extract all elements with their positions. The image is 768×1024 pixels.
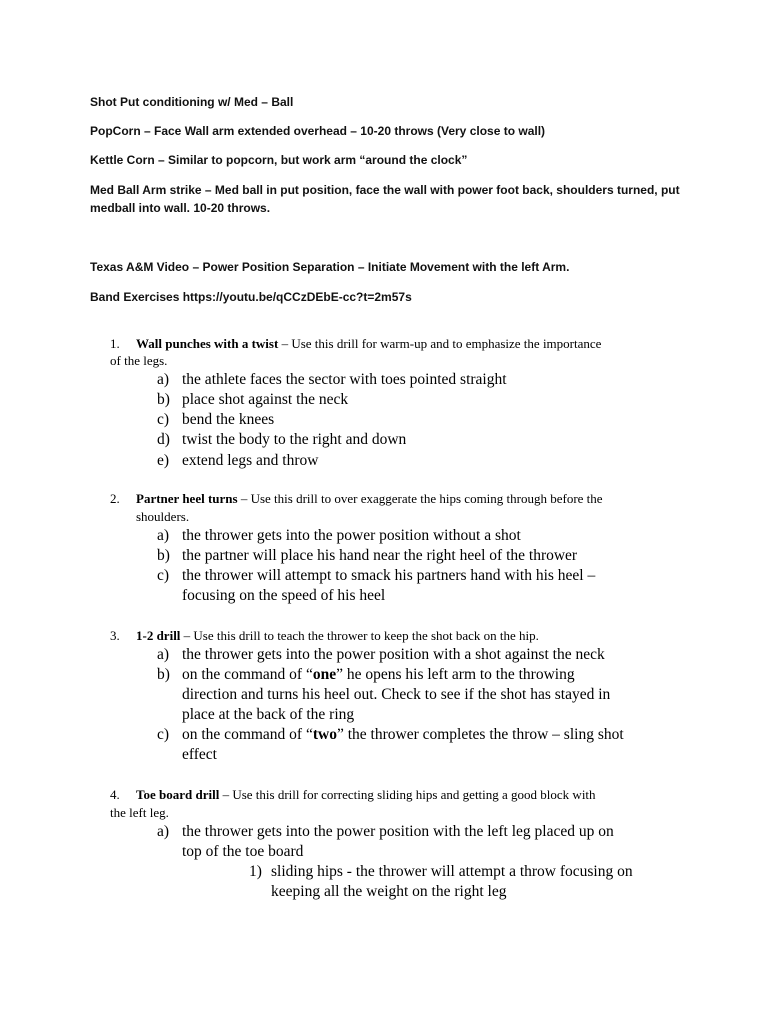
step-text-line-2: focusing on the speed of his heel — [182, 587, 386, 604]
step-text — [182, 822, 697, 862]
step-mark: a) — [157, 371, 170, 388]
popcorn-line — [90, 122, 730, 140]
drill-2-heading-cont — [136, 508, 716, 525]
drill-desc-1: – Use this drill to over exaggerate the hips coming through before the — [237, 491, 603, 506]
step-mark: c) — [157, 567, 170, 584]
drill-desc-1: – Use this drill to teach the thrower to keep the shot back on the hip. — [180, 628, 539, 643]
drill-description — [136, 627, 690, 644]
drill-number: 4. — [110, 787, 120, 802]
drill-1-heading-cont — [110, 352, 690, 369]
substep-text — [271, 862, 689, 902]
step-text-pre: on the command of “ — [182, 666, 313, 683]
step-text-post: ” he opens his left arm to the throwing — [336, 666, 575, 683]
step-mark: a) — [157, 527, 170, 544]
drill-title: 1-2 drill — [136, 628, 181, 643]
drill-number: 2. — [110, 491, 120, 506]
drill-4-substep-1 — [249, 862, 689, 902]
step-text-post: ” the thrower completes the throw – sling shot — [336, 726, 624, 743]
step-text-line-3: place at the back of the ring — [182, 706, 355, 723]
texas-video-line: Texas A&M Video – Power Position Separation – Initiate Movement with the left Arm. — [90, 260, 570, 274]
band-exercises-line: Band Exercises https://youtu.be/qCCzDEbE-cc?t=2m57s — [90, 290, 412, 304]
arm-strike-line-2: medball into wall. 10-20 throws. — [90, 201, 271, 215]
drill-desc-2: the left leg. — [110, 805, 169, 820]
drill-1-step-a — [157, 370, 697, 390]
drill-number: 3. — [110, 628, 120, 643]
drill-description — [136, 490, 690, 507]
step-mark: a) — [157, 823, 170, 840]
drill-3-heading — [110, 627, 690, 644]
step-text: the partner will place his hand near the right heel of the thrower — [182, 547, 578, 564]
drill-2-step-c — [157, 566, 697, 606]
drill-3-step-b — [157, 665, 697, 725]
command-word: one — [312, 666, 337, 683]
drill-1-step-d — [157, 430, 697, 450]
drill-description — [136, 786, 690, 803]
drill-1-step-b — [157, 390, 697, 410]
drill-3-step-a — [157, 645, 697, 665]
step-mark: e) — [157, 452, 170, 469]
step-text: place shot against the neck — [182, 391, 349, 408]
drill-2-step-b — [157, 546, 697, 566]
step-mark: a) — [157, 646, 170, 663]
step-text-line-1: the thrower will attempt to smack his partners hand with his heel – — [182, 567, 596, 584]
step-text: extend legs and throw — [182, 452, 319, 469]
step-text — [182, 566, 697, 606]
drill-desc-1: – Use this drill for warm-up and to emphasize the importance — [278, 336, 602, 351]
drill-1-step-c — [157, 410, 697, 430]
drill-title: Toe board drill — [136, 787, 220, 802]
step-text-line-1: the thrower gets into the power position with the left leg placed up on — [182, 823, 614, 840]
substep-mark: 1) — [249, 863, 262, 880]
drill-desc-2: shoulders. — [136, 509, 190, 524]
command-word: two — [312, 726, 337, 743]
doc-title: Shot Put conditioning w/ Med – Ball — [90, 95, 294, 109]
step-text — [182, 725, 697, 765]
drill-4-heading — [110, 786, 690, 803]
drill-3-step-c — [157, 725, 697, 765]
step-text: the thrower gets into the power position without a shot — [182, 527, 521, 544]
drill-title: Partner heel turns — [136, 491, 238, 506]
drill-desc-1: – Use this drill for correcting sliding hips and getting a good block with — [219, 787, 596, 802]
drill-number: 1. — [110, 336, 120, 351]
popcorn-text: PopCorn – Face Wall arm extended overhead – 10-20 throws (Very close to wall) — [90, 124, 546, 138]
step-mark: d) — [157, 431, 170, 448]
substep-text-line-1: sliding hips - the thrower will attempt a throw focusing on — [271, 863, 633, 880]
step-mark: b) — [157, 391, 170, 408]
step-mark: c) — [157, 726, 170, 743]
drill-1-heading — [110, 335, 690, 352]
drill-title: Wall punches with a twist — [136, 336, 279, 351]
drill-2-step-a — [157, 526, 697, 546]
kettle-corn-line: Kettle Corn – Similar to popcorn, but work arm “around the clock” — [90, 153, 468, 167]
drill-1-step-e — [157, 451, 697, 471]
step-mark: b) — [157, 547, 170, 564]
step-mark: b) — [157, 666, 170, 683]
step-mark: c) — [157, 411, 170, 428]
step-text-line-2: direction and turns his heel out. Check to see if the shot has stayed in — [182, 686, 611, 703]
drill-2-heading — [110, 490, 690, 507]
step-text: bend the knees — [182, 411, 275, 428]
substep-text-line-2: keeping all the weight on the right leg — [271, 883, 507, 900]
step-text: the thrower gets into the power position with a shot against the neck — [182, 646, 605, 663]
step-text: twist the body to the right and down — [182, 431, 407, 448]
drill-description — [136, 335, 690, 352]
drill-desc-2: of the legs. — [110, 353, 168, 368]
drill-4-step-a — [157, 822, 697, 862]
step-text-pre: on the command of “ — [182, 726, 313, 743]
step-text — [182, 665, 697, 725]
arm-strike-line-1: Med Ball Arm strike – Med ball in put position, face the wall with power foot back, shoulders turned, put — [90, 183, 680, 197]
step-text: the athlete faces the sector with toes pointed straight — [182, 371, 507, 388]
step-text-line-2: effect — [182, 746, 217, 763]
drill-4-heading-cont — [110, 804, 690, 821]
step-text-line-2: top of the toe board — [182, 843, 304, 860]
